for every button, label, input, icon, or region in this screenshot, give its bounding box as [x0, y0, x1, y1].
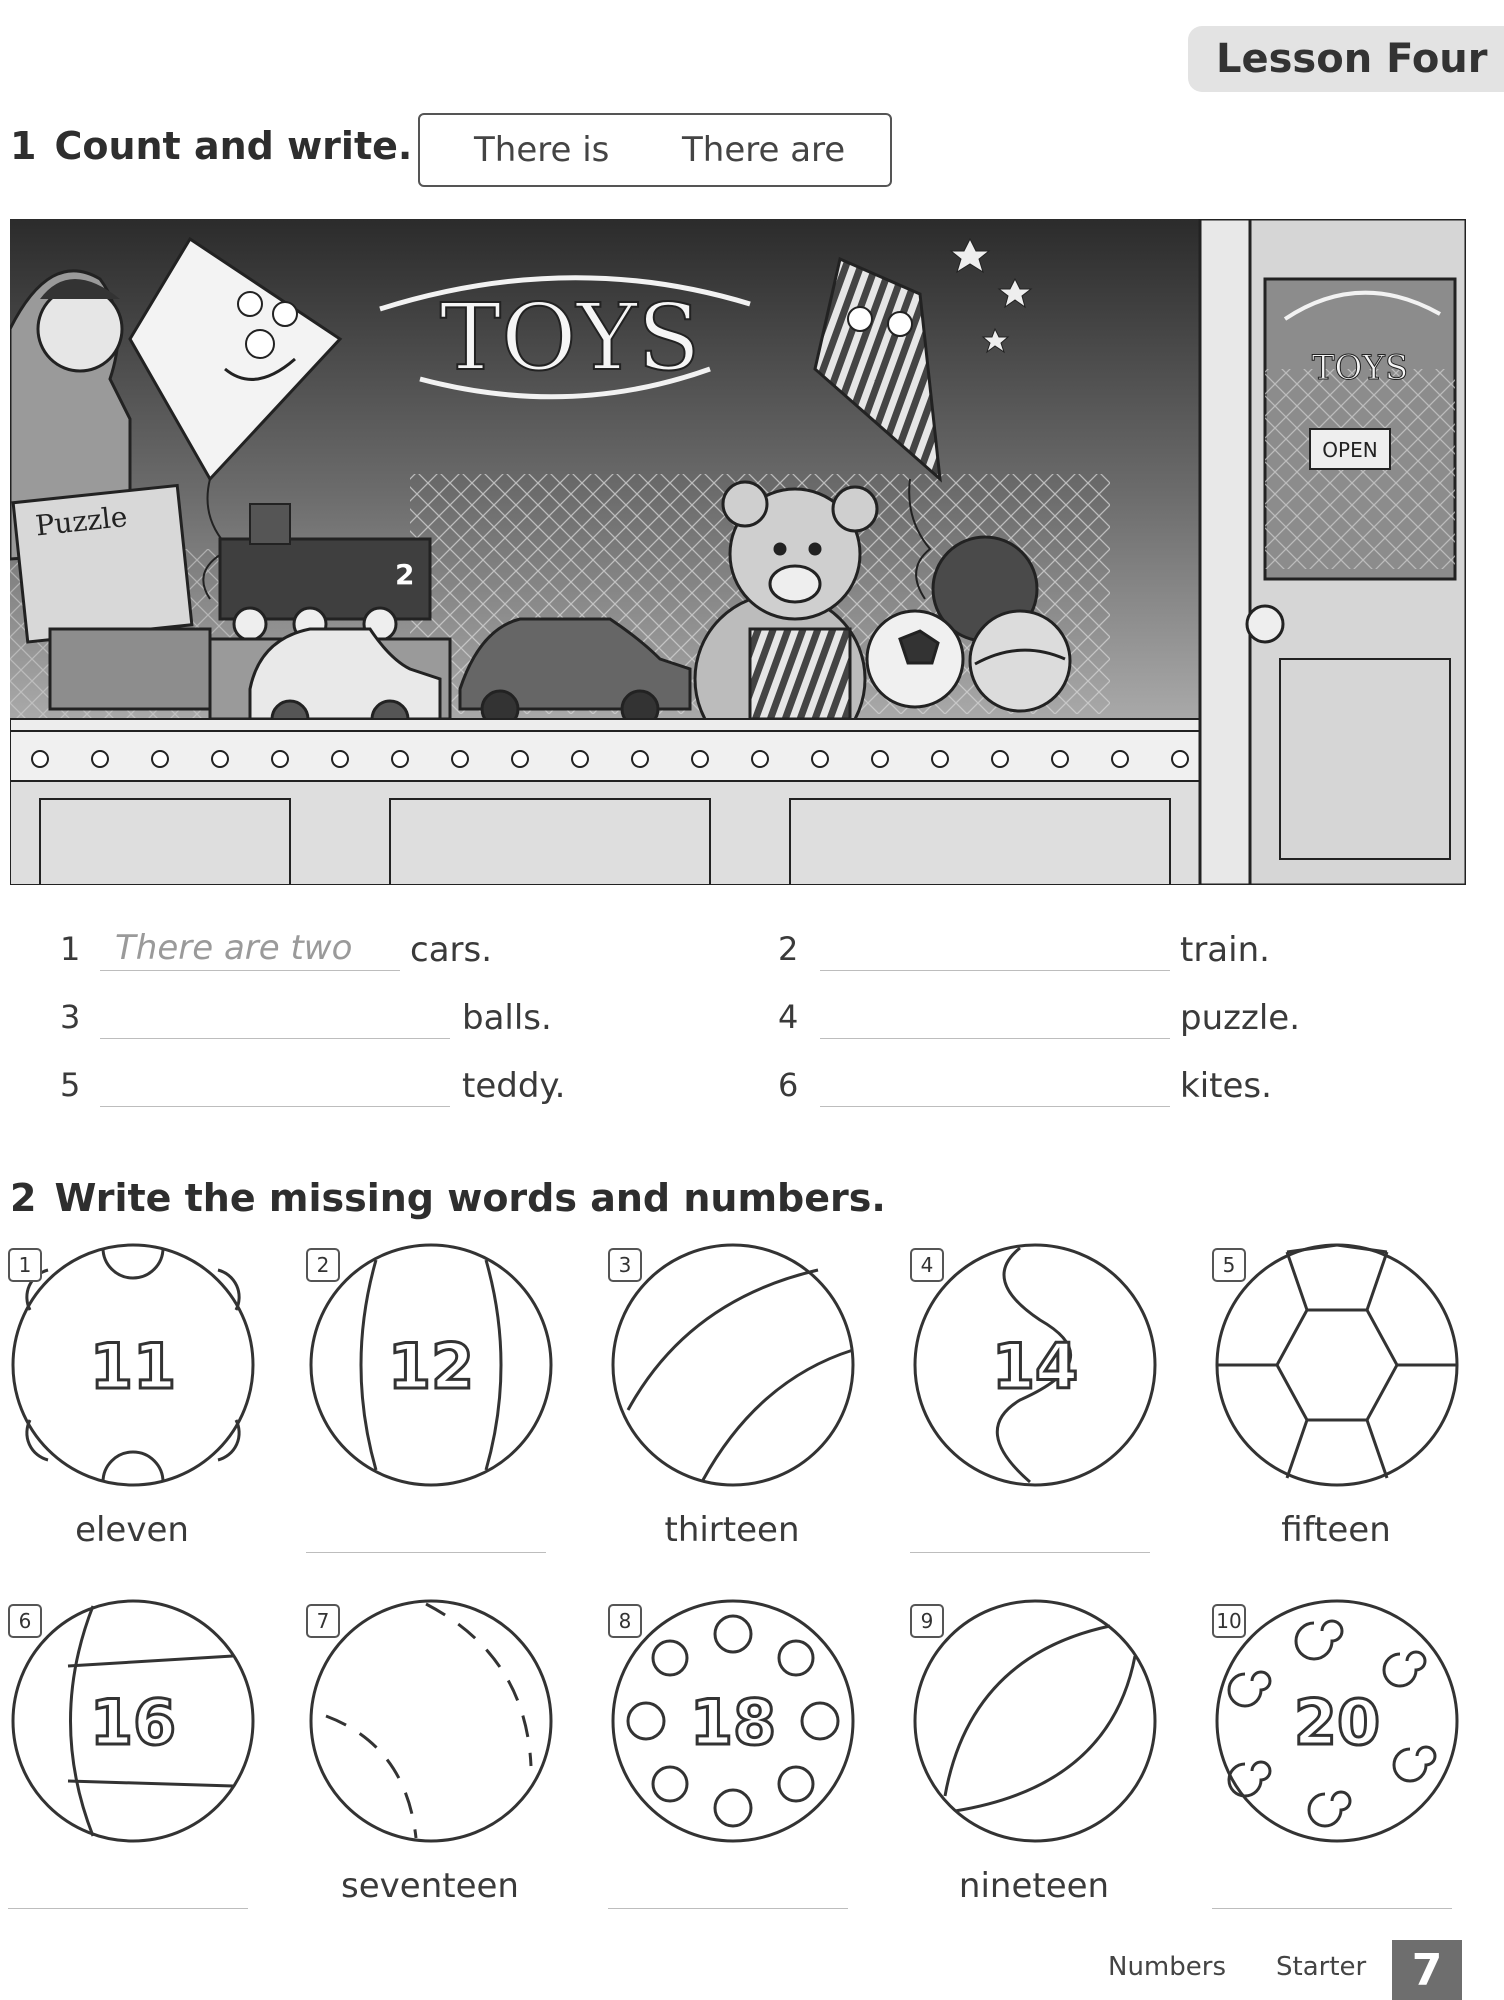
word-box-option-2: There are	[682, 130, 846, 170]
ball-drawing	[306, 1240, 556, 1490]
word-answer-line[interactable]	[608, 1908, 848, 1909]
ball-item	[8, 1596, 258, 1850]
ball-item	[1212, 1596, 1462, 1850]
ball-number: 18	[689, 1686, 777, 1759]
footer-level: Starter	[1276, 1952, 1367, 1982]
sentence-number: 5	[60, 1066, 81, 1104]
word-answer-line[interactable]	[306, 1552, 546, 1553]
ball-word: thirteen	[664, 1510, 800, 1550]
ball-drawing	[910, 1596, 1160, 1846]
toy-shop-illustration	[10, 219, 1466, 885]
ball-index-badge: 5	[1212, 1248, 1246, 1282]
ball-number: 20	[1293, 1686, 1381, 1759]
open-sign: OPEN	[1322, 438, 1378, 462]
ball-index-badge: 8	[608, 1604, 642, 1638]
ball-drawing	[608, 1596, 858, 1846]
section-2-number: 2	[10, 1176, 37, 1220]
train-number: 2	[395, 558, 415, 591]
word-box	[418, 113, 892, 187]
section-1-title: Count and write.	[54, 124, 413, 168]
lesson-title-tab	[1188, 26, 1504, 92]
ball-item	[608, 1596, 858, 1850]
section-1-number: 1	[10, 124, 37, 168]
sentence-ending: puzzle.	[1180, 998, 1300, 1038]
ball-item	[306, 1240, 556, 1494]
sentence-ending: cars.	[410, 930, 493, 970]
word-answer-line[interactable]	[1212, 1908, 1452, 1909]
ball-drawing	[306, 1596, 556, 1846]
ball-index-badge: 4	[910, 1248, 944, 1282]
sentence-ending: teddy.	[462, 1066, 566, 1106]
ball-drawing	[8, 1240, 258, 1490]
ball-word: nineteen	[958, 1866, 1110, 1906]
word-box-option-1: There is	[474, 130, 610, 170]
ball-item	[910, 1596, 1160, 1906]
ball-index-badge: 3	[608, 1248, 642, 1282]
answer-line[interactable]	[820, 970, 1170, 971]
ball-number: 12	[387, 1330, 475, 1403]
ball-drawing	[8, 1596, 258, 1846]
ball-drawing	[1212, 1240, 1462, 1490]
ball-item	[1212, 1240, 1462, 1550]
door-sign: TOYS	[1311, 348, 1409, 388]
ball-index-badge: 7	[306, 1604, 340, 1638]
sentence-number: 2	[778, 930, 799, 968]
ball-word: fifteen	[1281, 1510, 1391, 1550]
ball-number: 11	[89, 1330, 177, 1403]
ball-number: 16	[89, 1686, 177, 1759]
ball-item	[8, 1240, 258, 1550]
section-1-heading	[10, 124, 412, 168]
ball-item	[608, 1240, 858, 1550]
example-answer: There are two	[115, 928, 353, 968]
ball-index-badge: 1	[8, 1248, 42, 1282]
puzzle-label: Puzzle	[33, 499, 129, 543]
ball-word: eleven	[75, 1510, 189, 1550]
sentence-ending: train.	[1180, 930, 1270, 970]
page-number: 7	[1392, 1940, 1462, 2000]
section-2-heading	[10, 1176, 886, 1220]
answer-line[interactable]	[100, 970, 400, 971]
sentence-ending: balls.	[462, 998, 552, 1038]
ball-word: seventeen	[341, 1866, 519, 1906]
word-answer-line[interactable]	[8, 1908, 248, 1909]
answer-line[interactable]	[100, 1106, 450, 1107]
lesson-title: Lesson Four	[1216, 36, 1488, 82]
sentence-number: 6	[778, 1066, 799, 1104]
ball-index-badge: 10	[1212, 1604, 1246, 1638]
ball-number: 14	[991, 1330, 1079, 1403]
word-answer-line[interactable]	[910, 1552, 1150, 1553]
answer-line[interactable]	[100, 1038, 450, 1039]
shop-sign: TOYS	[439, 284, 701, 391]
answer-line[interactable]	[820, 1106, 1170, 1107]
ball-item	[910, 1240, 1160, 1494]
section-2-title: Write the missing words and numbers.	[54, 1176, 886, 1220]
sentence-ending: kites.	[1180, 1066, 1272, 1106]
answer-line[interactable]	[820, 1038, 1170, 1039]
ball-item	[306, 1596, 556, 1906]
ball-index-badge: 9	[910, 1604, 944, 1638]
sentence-number: 4	[778, 998, 799, 1036]
ball-index-badge: 2	[306, 1248, 340, 1282]
ball-drawing	[910, 1240, 1160, 1490]
sentence-number: 3	[60, 998, 81, 1036]
ball-drawing	[1212, 1596, 1462, 1846]
footer-topic: Numbers	[1108, 1952, 1226, 1982]
ball-drawing	[608, 1240, 858, 1490]
sentence-number: 1	[60, 930, 81, 968]
ball-index-badge: 6	[8, 1604, 42, 1638]
